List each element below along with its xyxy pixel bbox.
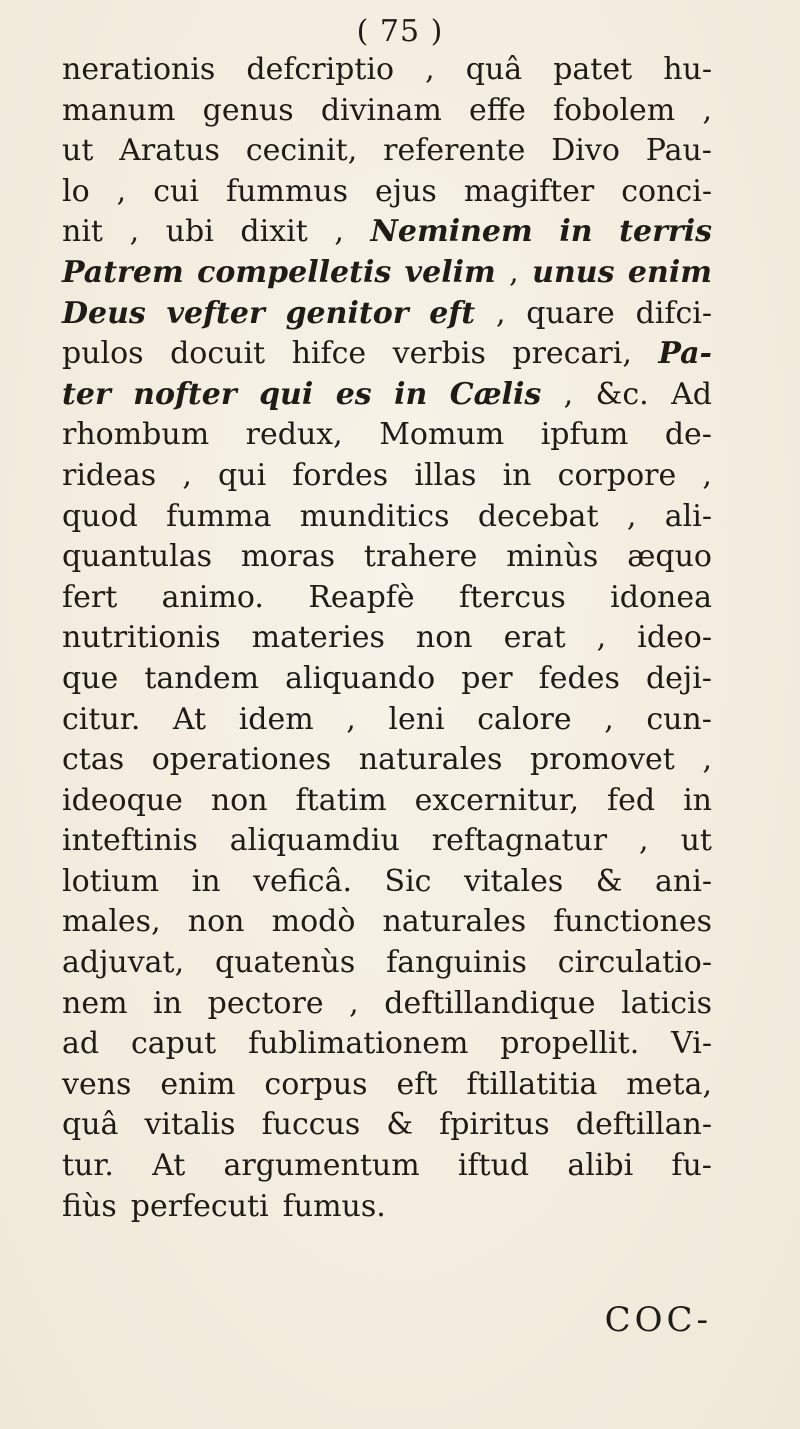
word: ali- (664, 498, 712, 534)
word: fed (607, 782, 656, 818)
word: , (129, 214, 140, 250)
text-line (62, 52, 712, 93)
word: alibi (567, 1148, 634, 1184)
word: , (626, 498, 637, 534)
word: nofter (133, 376, 237, 412)
word: eft (429, 295, 476, 331)
word: enim (627, 254, 712, 290)
word: vitalis (144, 1107, 236, 1143)
word: in (559, 214, 593, 250)
word: es (335, 376, 372, 412)
word: tur. (62, 1148, 114, 1184)
word: corpore (557, 457, 677, 493)
text-line (62, 620, 712, 661)
word: pectore (207, 985, 324, 1021)
word: fedes (538, 660, 620, 696)
word: & (386, 1107, 414, 1143)
word: operationes (151, 742, 332, 778)
word: , (702, 92, 712, 128)
word: fordes (292, 457, 389, 493)
word: per (461, 660, 513, 696)
word: eft (396, 1066, 438, 1102)
word: fuccus (261, 1107, 361, 1143)
word: nerationis (62, 52, 216, 87)
word: , (116, 173, 127, 209)
word: ubi (165, 214, 214, 250)
word: genus (202, 92, 294, 128)
word: idonea (610, 579, 712, 615)
word: calore (477, 701, 572, 737)
word: fobolem (553, 92, 676, 128)
word: ut (680, 823, 712, 859)
text-line (62, 539, 712, 580)
word: non (415, 620, 473, 656)
word: perfecuti (130, 1188, 269, 1224)
word: , (425, 52, 435, 87)
word: nem (62, 985, 128, 1021)
word: manum (62, 92, 176, 128)
word: quantulas (62, 539, 212, 575)
word: ad (62, 1026, 100, 1062)
word: , (596, 620, 607, 656)
word: magifter (463, 173, 595, 209)
word: hu- (663, 52, 712, 87)
word: rideas (62, 457, 157, 493)
word: Deus (62, 295, 146, 331)
text-line (62, 742, 712, 783)
word: in (153, 985, 183, 1021)
word: , (334, 214, 344, 250)
word: reftagnatur (431, 823, 608, 859)
word: unus (532, 254, 615, 290)
word: ut (62, 133, 94, 169)
word: nit (62, 214, 103, 250)
word: non (187, 904, 245, 940)
word: munditics (299, 498, 450, 534)
word: & (595, 863, 623, 899)
text-line (62, 1189, 712, 1230)
word: , (702, 742, 712, 778)
word: dixit (240, 214, 308, 250)
text-line (62, 458, 712, 499)
text-line (62, 702, 712, 743)
word: corpus (264, 1066, 368, 1102)
word: fumma (166, 498, 272, 534)
word: Momum (379, 417, 505, 453)
text-line (62, 214, 712, 255)
word: redux, (245, 417, 343, 453)
text-line (62, 133, 712, 174)
text-line (62, 1148, 712, 1189)
word: referente (383, 133, 526, 169)
word: nutritionis (62, 620, 221, 656)
word: Pau- (645, 133, 712, 169)
text-line (62, 986, 712, 1027)
word: Vi- (671, 1026, 712, 1062)
word: males, (62, 904, 161, 940)
word: in (394, 376, 428, 412)
word: que (62, 660, 119, 696)
word: Sic (384, 863, 432, 899)
word: in (683, 782, 712, 818)
word: precari, (512, 336, 632, 372)
word: tandem (144, 660, 260, 696)
word: At (172, 701, 207, 737)
word: fert (62, 579, 118, 615)
word: argumentum (223, 1148, 420, 1184)
text-line (62, 296, 712, 337)
word: quod (62, 498, 138, 534)
word: , (639, 823, 649, 859)
word: velim (404, 254, 496, 290)
word: , (346, 701, 356, 737)
word: idem (238, 701, 314, 737)
text-line (62, 904, 712, 945)
catchword: COC- (604, 1300, 712, 1340)
word: qui (218, 457, 267, 493)
word: cui (153, 173, 199, 209)
text-line (62, 864, 712, 905)
page-number: ( 75 ) (356, 14, 444, 49)
body-text (62, 52, 712, 1229)
word: , (182, 457, 192, 493)
word: , (349, 985, 359, 1021)
word: leni (388, 701, 445, 737)
word: Reapfè (308, 579, 415, 615)
word: inteftinis (62, 823, 198, 859)
word: ftillatitia (466, 1066, 598, 1102)
word: docuit (170, 336, 266, 372)
word: vefter (166, 295, 265, 331)
word: circulatio- (557, 945, 712, 981)
word: effe (469, 92, 526, 128)
word: Neminem (370, 214, 533, 250)
text-line (62, 499, 712, 540)
word: naturales (382, 904, 527, 940)
word: fummus (225, 173, 349, 209)
word: genitor (285, 295, 409, 331)
text-line (62, 93, 712, 134)
word: decebat (477, 498, 599, 534)
word: meta, (626, 1066, 712, 1102)
text-line (62, 336, 712, 377)
text-line (62, 1067, 712, 1108)
word: verbis (392, 336, 486, 372)
word: fublimationem (248, 1026, 469, 1062)
word: aliquamdiu (229, 823, 400, 859)
text-line (62, 417, 712, 458)
word: vitales (464, 863, 564, 899)
word: patet (553, 52, 633, 87)
word: non (210, 782, 268, 818)
word: lotium (62, 863, 160, 899)
word: fumus. (282, 1188, 386, 1224)
word: deji- (645, 660, 712, 696)
word: cun- (646, 701, 712, 737)
word: deftillan- (575, 1107, 712, 1143)
word: ani- (655, 863, 712, 899)
word: Patrem (62, 254, 184, 290)
word: , (509, 254, 519, 290)
word: ejus (375, 173, 437, 209)
word: naturales (358, 742, 503, 778)
word: minùs (506, 539, 599, 575)
word: ipfum (540, 417, 629, 453)
word: in (502, 457, 532, 493)
word: hifce (291, 336, 367, 372)
word: lo (62, 173, 90, 209)
word: , (604, 701, 614, 737)
word: rhombum (62, 417, 210, 453)
word: fpiritus (439, 1107, 550, 1143)
word: iftud (457, 1148, 530, 1184)
word: caput (130, 1026, 217, 1062)
word: ftatim (295, 782, 387, 818)
word: quatenùs (215, 945, 356, 981)
word: ideoque (62, 782, 183, 818)
word: , (563, 376, 574, 412)
word: cecinit, (245, 133, 358, 169)
word: defcriptio (246, 52, 395, 87)
word: quare (526, 295, 615, 331)
text-line (62, 1107, 712, 1148)
text-line (62, 1026, 712, 1067)
word: Cælis (449, 376, 542, 412)
word: vens (62, 1066, 132, 1102)
word: &c. (595, 376, 649, 412)
text-line (62, 255, 712, 296)
word: in (191, 863, 221, 899)
text-line (62, 661, 712, 702)
word: erat (503, 620, 566, 656)
word: veficâ. (253, 863, 352, 899)
word: , (495, 295, 506, 331)
word: difci- (635, 295, 712, 331)
word: moras (240, 539, 336, 575)
word: Aratus (119, 133, 220, 169)
word: excernitur, (414, 782, 580, 818)
word: , (702, 457, 712, 493)
word: trahere (363, 539, 478, 575)
word: Pa- (658, 336, 712, 372)
word: terris (619, 214, 712, 250)
word: fanguinis (386, 945, 527, 981)
word: animo. (161, 579, 264, 615)
word: aliquando (285, 660, 436, 696)
word: functiones (553, 904, 712, 940)
word: At (152, 1148, 186, 1184)
text-line (62, 377, 712, 418)
word: materies (251, 620, 385, 656)
word: modò (271, 904, 356, 940)
word: divinam (320, 92, 442, 128)
word: enim (160, 1066, 236, 1102)
text-line (62, 783, 712, 824)
word: ter (62, 376, 111, 412)
text-line (62, 823, 712, 864)
word: ftercus (459, 579, 566, 615)
word: propellit. (500, 1026, 640, 1062)
word: ctas (62, 742, 125, 778)
text-line (62, 580, 712, 621)
text-line (62, 945, 712, 986)
word: fiùs (62, 1188, 117, 1224)
word: quâ (62, 1107, 119, 1143)
word: de- (664, 417, 712, 453)
word: Ad (671, 376, 712, 412)
word: laticis (621, 985, 712, 1021)
word: citur. (62, 701, 141, 737)
word: quâ (465, 52, 523, 87)
word: compelletis (197, 254, 392, 290)
word: pulos (62, 336, 144, 372)
word: qui (259, 376, 314, 412)
word: promovet (529, 742, 675, 778)
word: deftillandique (384, 985, 596, 1021)
text-line (62, 174, 712, 215)
word: conci- (621, 173, 712, 209)
word: adjuvat, (62, 945, 185, 981)
word: ideo- (637, 620, 712, 656)
word: æquo (627, 539, 712, 575)
word: illas (414, 457, 477, 493)
word: fu- (671, 1148, 712, 1184)
word: Divo (551, 133, 620, 169)
